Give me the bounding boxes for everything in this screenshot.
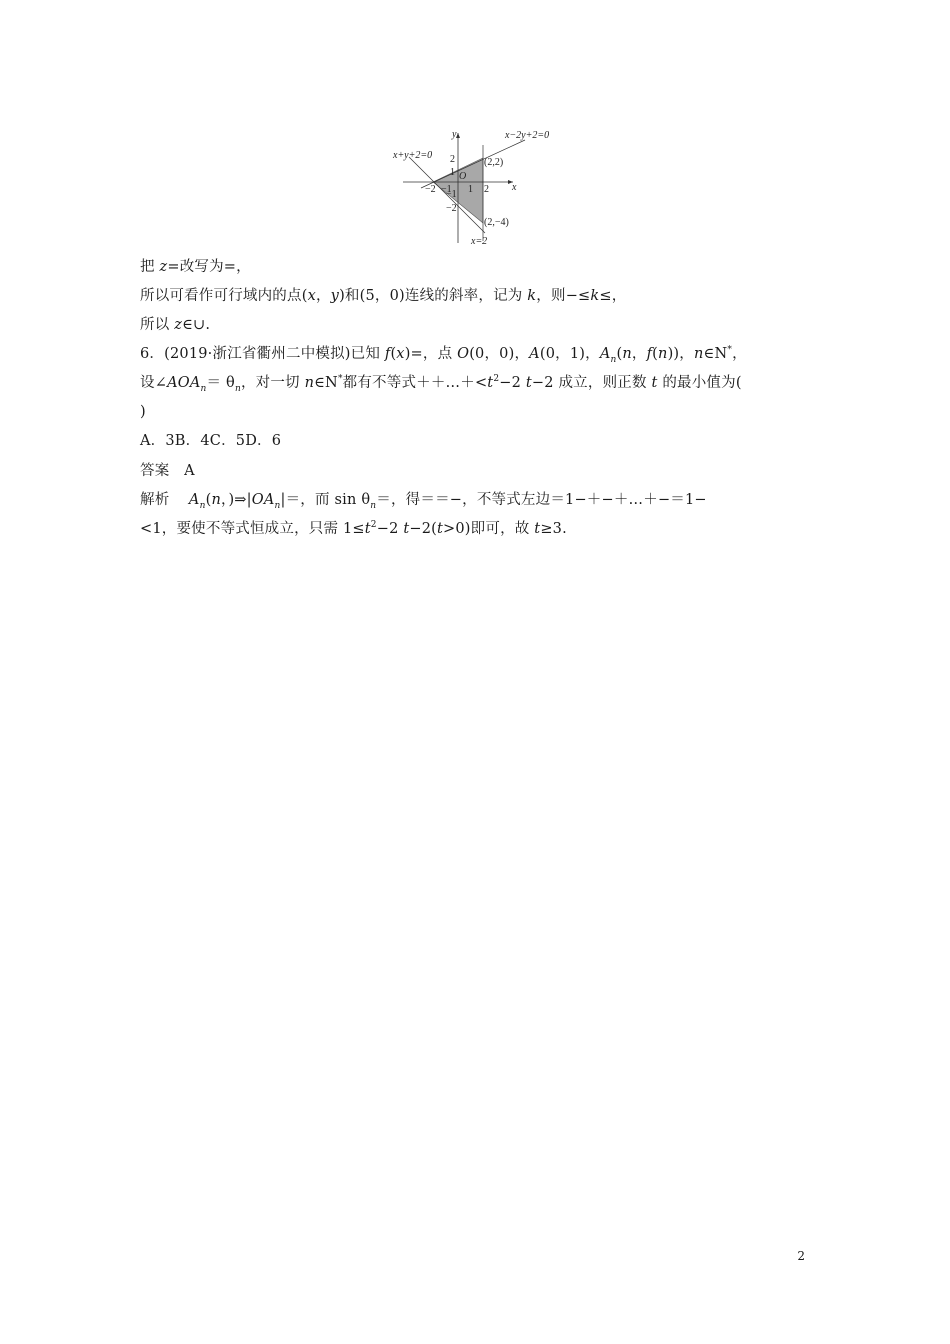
text-line-3: 所以 z∈∪. — [140, 317, 211, 333]
origin-label: O — [459, 171, 467, 182]
text-line-1: 把 z=改写为=， — [140, 259, 251, 275]
answer-line: 答案 A — [140, 463, 195, 479]
tick-1-up: 1 — [450, 167, 455, 178]
solution-line-1: 解析 $A_n(n$，)$\Rightarrow|OA_n|=$，而 $\sin \theta_n=$，得＝＝−，不等式左边＝1−＋−＋…＋−＝1− — [140, 492, 707, 511]
text-line-2: 所以可看作可行域内的点(x，y)和(5，0)连线的斜率，记为 k，则−≤k≤， — [140, 288, 627, 304]
x-label: x — [512, 182, 517, 193]
tick-2-right: 2 — [484, 184, 489, 195]
line2-label: x+y+2=0 — [393, 150, 433, 161]
line3-label: x=2 — [471, 236, 488, 247]
y-axis-arrow — [456, 133, 460, 138]
point-b-label: (2,−4) — [484, 217, 509, 228]
y-label: y — [452, 129, 457, 140]
question-6-line-2: 设$\angle AOA_n= \theta_n$，对一切 n∈N*都有不等式$++\dots+<t^2-2$ t−2 成立，则正数 t 的最小值为( — [140, 374, 742, 394]
page-number: 2 — [797, 1249, 805, 1263]
solution-line-2: <1，要使不等式恒成立，只需 $1\le t^2-2$ t−2(t>0)即可，故 t≥3. — [140, 520, 567, 537]
tick-neg1-left: −1 — [441, 184, 452, 195]
question-6-line-1: 6．(2019·浙江省衢州二中模拟)已知 f(x)=，点 O(0，0)，A(0，1)，$A_n(n$，f(n))，n∈N*， — [140, 345, 747, 365]
question-6-line-3: ) — [140, 404, 146, 420]
point-a-label: (2,2) — [484, 157, 504, 168]
tick-2-up: 2 — [450, 154, 455, 165]
tick-1-right: 1 — [468, 184, 473, 195]
graph-svg — [385, 125, 550, 247]
tick-neg1-down: −1 — [446, 189, 457, 200]
tick-neg2-left: −2 — [425, 184, 436, 195]
feasible-region-figure — [385, 125, 550, 247]
tick-neg2-down: −2 — [446, 203, 457, 214]
line1-label: x−2y+2=0 — [505, 130, 550, 141]
answer-choices: A．3B．4C．5D．6 — [140, 433, 282, 449]
